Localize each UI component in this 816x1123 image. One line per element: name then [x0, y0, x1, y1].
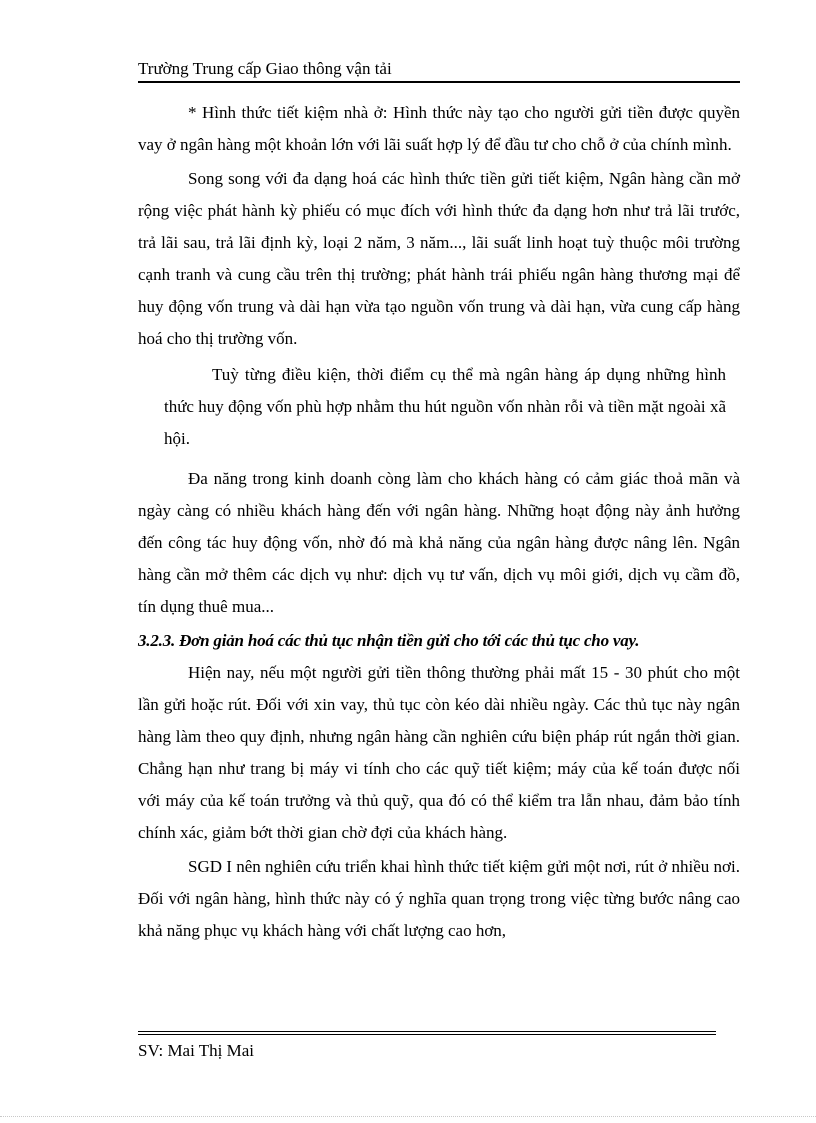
document-body	[138, 97, 740, 949]
paragraph-promissory-notes: Song song với đa dạng hoá các hình thức tiền gửi tiết kiệm, Ngân hàng cần mở rộng việc phát hành kỳ phiếu có mục đích với hình thức đa dạng hơn như trả lãi trước, trả lãi sau, trả lãi định kỳ, loại 2 năm, 3 năm..., lãi suất linh hoạt tuỳ thuộc môi trường cạnh tranh và cung cầu trên thị trường; phát hành trái phiếu ngân hàng thương mại để huy động vốn trung và dài hạn vừa tạo nguồn vốn trung và dài hạn, vừa cung cấp hàng hoá cho thị trường vốn.	[138, 169, 740, 348]
header-divider	[138, 81, 740, 83]
paragraph-housing-savings: * Hình thức tiết kiệm nhà ở: Hình thức này tạo cho người gửi tiền được quyền vay ở ngân hàng một khoản lớn với lãi suất hợp lý để đầu tư cho chỗ ở của chính mình.	[138, 103, 740, 154]
footer-divider-bottom	[138, 1034, 716, 1035]
footer-divider-top	[138, 1031, 716, 1032]
section-heading: 3.2.3. Đơn giản hoá các thủ tục nhận tiền gửi cho tới các thủ tục cho vay.	[138, 631, 640, 650]
page-bottom-border	[0, 1116, 816, 1117]
paragraph-multi-service: Đa năng trong kinh doanh còng làm cho khách hàng có cảm giác thoả mãn và ngày càng có nhiều khách hàng đến với ngân hàng. Những hoạt động này ảnh hưởng đến công tác huy động vốn, nhờ đó mà khả năng của ngân hàng được nâng lên. Ngân hàng cần mở thêm các dịch vụ như: dịch vụ tư vấn, dịch vụ môi giới, dịch vụ cầm đồ, tín dụng thuê mua...	[138, 469, 740, 616]
paragraph-sgd-savings: SGD I nên nghiên cứu triển khai hình thức tiết kiệm gửi một nơi, rút ở nhiều nơi. Đối với ngân hàng, hình thức này có ý nghĩa quan trọng trong việc từng bước nâng cao khả năng phục vụ khách hàng với chất lượng cao hơn,	[138, 857, 740, 940]
paragraph-conditions: Tuỳ từng điều kiện, thời điểm cụ thể mà ngân hàng áp dụng những hình thức huy động vốn phù hợp nhằm thu hút nguồn vốn nhàn rỗi và tiền mặt ngoài xã hội.	[164, 365, 726, 448]
page-header: Trường Trung cấp Giao thông vận tải	[138, 59, 392, 78]
paragraph-procedures: Hiện nay, nếu một người gửi tiền thông thường phải mất 15 - 30 phút cho một lần gửi hoặc rút. Đối với xin vay, thủ tục còn kéo dài nhiều ngày. Các thủ tục này ngân hàng làm theo quy định, nhưng ngân hàng cần nghiên cứu biện pháp rút ngắn thời gian. Chẳng hạn như trang bị máy vi tính cho các quỹ tiết kiệm; máy của kế toán được nối với máy của kế toán trưởng và thủ quỹ, qua đó có thể kiểm tra lẫn nhau, đảm bảo tính chính xác, giảm bớt thời gian chờ đợi của khách hàng.	[138, 663, 740, 842]
page-footer: SV: Mai Thị Mai	[138, 1041, 255, 1060]
